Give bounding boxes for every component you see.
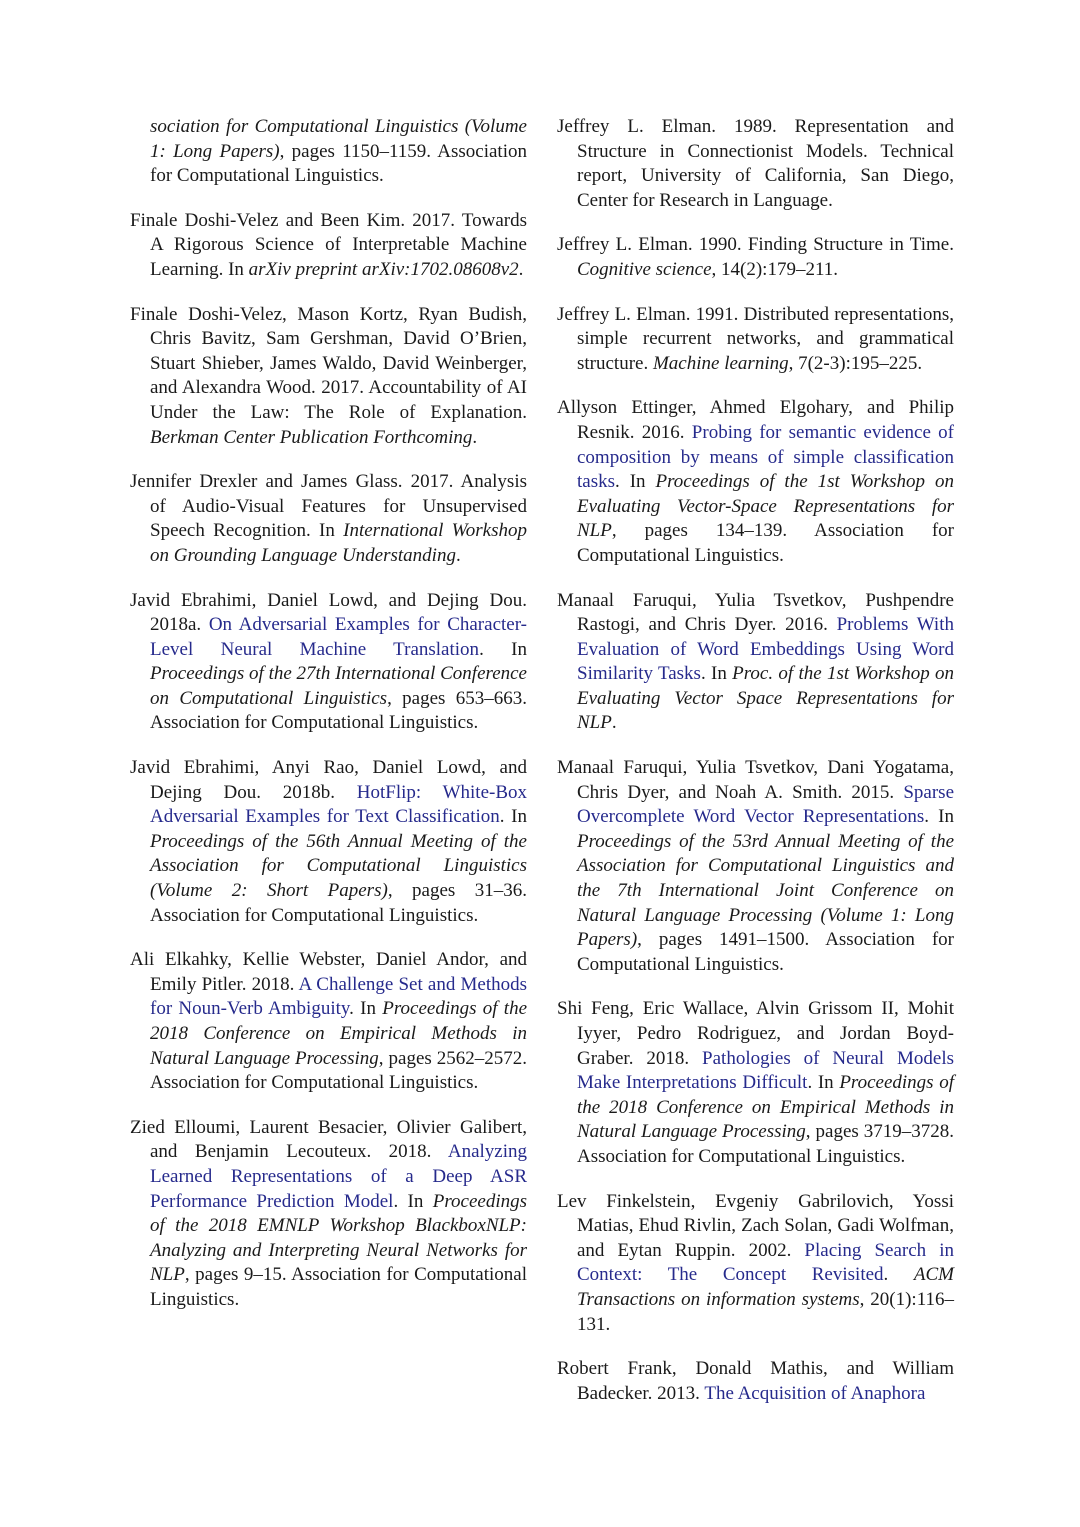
reference-text: Finale Doshi-Velez, Mason Kortz, Ryan Budish, Chris Bavitz, Sam Gershman, David O’Brien, Stuart Shieber, James Waldo, David Weinberger, and Alexandra Wood. 2017. Accountability of AI Under the Law: The Role of Explanation. (130, 303, 527, 423)
reference-entry (557, 115, 954, 213)
reference-text: . (611, 712, 617, 734)
reference-text: Allyson Ettinger, Ahmed Elgohary, and Philip Resnik. 2016. (557, 397, 954, 443)
reference-venue: Proceedings of the 53rd Annual Meeting of the Association for Computational Linguistics and the 7th International Joint Conference on Natural Language Processing (Volume 1: Long Papers) (577, 830, 954, 951)
reference-text: Jeffrey L. Elman. 1991. Distributed representations, simple recurrent networks, and grammatical structure. (557, 303, 954, 374)
references-right-column (557, 115, 954, 1426)
reference-venue: Proceedings of the 2018 EMNLP Workshop BlackboxNLP: Analyzing and Interpreting Neural Networks for NLP (150, 1190, 527, 1286)
reference-text: , pages 31–36. Association for Computational Linguistics. (150, 880, 527, 926)
reference-text: . In (615, 471, 656, 493)
reference-text: , 7(2-3):195–225. (788, 352, 923, 374)
reference-text: , pages 2562–2572. Association for Computational Linguistics. (150, 1047, 527, 1094)
reference-entry (557, 233, 954, 282)
reference-text: . In (479, 638, 528, 660)
reference-text: Manaal Faruqui, Yulia Tsvetkov, Pushpendre Rastogi, and Chris Dyer. 2016. (557, 589, 954, 636)
reference-text: Jeffrey L. Elman. 1990. Finding Structure in Time. (557, 234, 954, 256)
reference-venue: Proceedings of the 27th International Conference on Computational Linguistics (150, 663, 527, 709)
reference-text: , pages 3719–3728. Association for Computational Linguistics. (577, 1121, 954, 1167)
reference-venue: International Workshop on Grounding Language Understanding (150, 520, 527, 566)
reference-venue: Proceedings of the 1st Workshop on Evaluating Vector-Space Representations for NLP (577, 471, 954, 542)
reference-venue: arXiv preprint arXiv:1702.08608v2 (248, 258, 519, 280)
reference-title-link[interactable]: Sparse Overcomplete Word Vector Representations (577, 781, 954, 828)
reference-venue: sociation for Computational Linguistics (Volume 1: Long Papers) (150, 116, 527, 162)
reference-text: . In (807, 1072, 840, 1094)
reference-text: Jennifer Drexler and James Glass. 2017. Analysis of Audio-Visual Features for Unsupervised Speech Recognition. In (130, 471, 527, 542)
reference-entry (557, 997, 954, 1169)
reference-entry (557, 589, 954, 737)
reference-text: Shi Feng, Eric Wallace, Alvin Grissom II, Mohit Iyyer, Pedro Rodriguez, and Jordan Boyd-Graber. 2018. (557, 998, 954, 1069)
reference-title-link[interactable]: A Challenge Set and Methods for Noun-Verb Ambiguity (150, 973, 527, 1020)
reference-text: . In (924, 806, 954, 828)
reference-title-link[interactable]: Pathologies of Neural Models Make Interpretations Difficult (577, 1047, 954, 1094)
reference-title-link[interactable]: Problems With Evaluation of Word Embeddings Using Word Similarity Tasks (577, 614, 954, 685)
reference-entry (130, 470, 527, 568)
reference-text: . In (499, 806, 527, 828)
reference-text: . In (700, 663, 733, 685)
reference-text: Jeffrey L. Elman. 1989. Representation and Structure in Connectionist Models. Technical report, University of California, San Diego, Center for Research in Language. (557, 116, 954, 211)
reference-text: . (472, 426, 478, 448)
reference-entry (130, 115, 527, 189)
reference-entry (130, 1116, 527, 1313)
reference-entry (130, 948, 527, 1096)
reference-text: Lev Finkelstein, Evgeniy Gabrilovich, Yossi Matias, Ehud Rivlin, Zach Solan, Gadi Wolfman, and Eytan Ruppin. 2002. (557, 1190, 954, 1261)
reference-venue: Proc. of the 1st Workshop on Evaluating Vector Space Representations for NLP (577, 663, 954, 734)
reference-text: . In (393, 1190, 433, 1212)
reference-text: . In (349, 998, 383, 1020)
reference-venue: Proceedings of the 56th Annual Meeting of the Association for Computational Linguistics (Volume 2: Short Papers) (150, 830, 527, 902)
reference-text: Finale Doshi-Velez and Been Kim. 2017. Towards A Rigorous Science of Interpretable Machine Learning. In (130, 209, 527, 280)
reference-text: Ali Elkahky, Kellie Webster, Daniel Andor, and Emily Pitler. 2018. (130, 949, 527, 995)
reference-title-link[interactable]: On Adversarial Examples for Character-Level Neural Machine Translation (150, 614, 527, 660)
reference-title-link[interactable]: The Acquisition of Anaphora (704, 1382, 926, 1404)
reference-entry (557, 756, 954, 977)
reference-venue: Cognitive science (577, 258, 712, 280)
reference-venue: Machine learning (652, 352, 789, 374)
reference-venue: Proceedings of the 2018 Conference on Empirical Methods in Natural Language Processing (577, 1072, 955, 1143)
reference-entry (130, 303, 527, 451)
reference-entry (557, 303, 954, 377)
reference-title-link[interactable]: Probing for semantic evidence of composition by means of simple classification tasks (577, 421, 955, 493)
reference-title-link[interactable]: Placing Search in Context: The Concept Revisited (577, 1239, 954, 1286)
references-left-column (130, 115, 527, 1333)
reference-text: , 14(2):179–211. (711, 258, 839, 280)
reference-text: Javid Ebrahimi, Daniel Lowd, and Dejing Dou. 2018a. (130, 589, 527, 636)
reference-title-link[interactable]: Analyzing Learned Representations of a Deep ASR Performance Prediction Model (150, 1141, 527, 1212)
reference-text: , pages 1150–1159. Association for Computational Linguistics. (150, 140, 527, 187)
reference-entry (557, 396, 954, 568)
reference-entry (130, 209, 527, 283)
reference-entry (130, 589, 527, 737)
reference-venue: ACM Transactions on information systems (577, 1264, 954, 1310)
reference-text: , pages 653–663. Association for Computational Linguistics. (150, 687, 527, 734)
reference-entry (557, 1190, 954, 1338)
reference-text: , pages 9–15. Association for Computational Linguistics. (150, 1264, 527, 1310)
reference-text: Robert Frank, Donald Mathis, and William Badecker. 2013. (557, 1358, 954, 1404)
reference-text: Manaal Faruqui, Yulia Tsvetkov, Dani Yogatama, Chris Dyer, and Noah A. Smith. 2015. (557, 757, 954, 803)
reference-text: . (883, 1264, 914, 1286)
reference-text: , pages 1491–1500. Association for Computational Linguistics. (577, 929, 954, 975)
reference-venue: Proceedings of the 2018 Conference on Empirical Methods in Natural Language Processing (150, 998, 527, 1069)
reference-text: . (455, 544, 461, 566)
reference-text: , pages 134–139. Association for Computational Linguistics. (577, 520, 954, 566)
reference-text: Zied Elloumi, Laurent Besacier, Olivier Galibert, and Benjamin Lecouteux. 2018. (130, 1116, 527, 1163)
reference-text: Javid Ebrahimi, Anyi Rao, Daniel Lowd, and Dejing Dou. 2018b. (130, 757, 527, 803)
reference-text: . (518, 258, 524, 280)
reference-entry (557, 1357, 954, 1406)
reference-entry (130, 756, 527, 928)
reference-title-link[interactable]: HotFlip: White-Box Adversarial Examples for Text Classification (150, 781, 528, 828)
reference-text: , 20(1):116–131. (577, 1288, 954, 1335)
reference-venue: Berkman Center Publication Forthcoming (150, 426, 473, 448)
